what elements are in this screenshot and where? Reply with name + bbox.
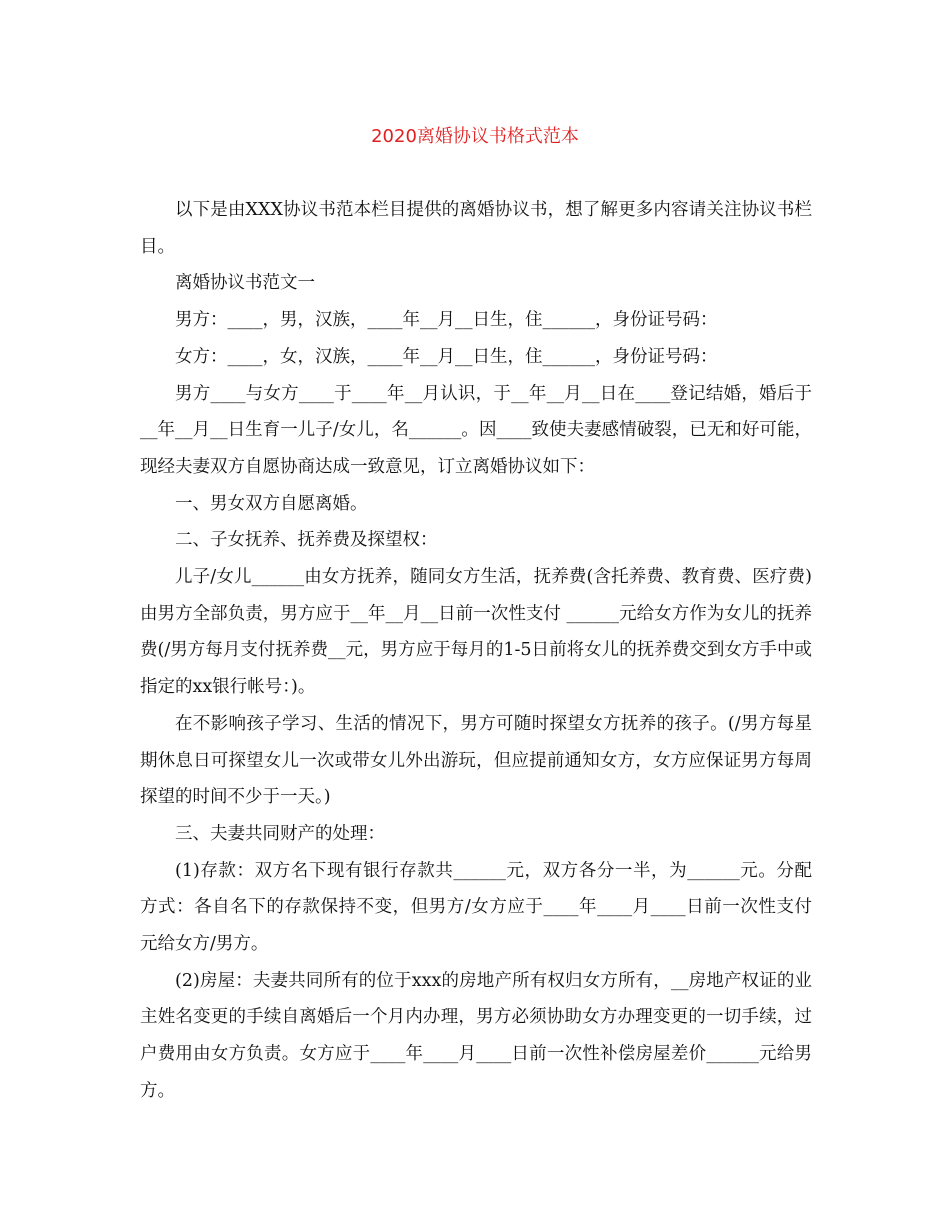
deposit-paragraph: (1)存款：双方名下现有银行存款共______元，双方各分一半，为______元。分配方式：各自名下的存款保持不变，但男方/女方应于____年____月____日前一次性支付 元给女方/男方。: [140, 860, 812, 955]
sample-heading: 离婚协议书范文一: [175, 273, 315, 294]
document-title: 2020离婚协议书格式范本: [371, 126, 579, 147]
marriage-background-paragraph: 男方____与女方____于____年__月认识，于__年__月__日在____登记结婚，婚后于__年__月__日生育一儿子/女儿，名______。因____致使夫妻感情破裂，已无和好可能，现经夫妻双方自愿协商达成一致意见，订立离婚协议如下：: [140, 383, 812, 477]
clause-one: 一、男女双方自愿离婚。: [175, 493, 368, 514]
house-paragraph: (2)房屋：夫妻共同所有的位于xxx的房地产所有权归女方所有，__房地产权证的业主姓名变更的手续自离婚后一个月内办理，男方必须协助女方办理变更的一切手续，过户费用由女方负责。女方应于____年____月____日前一次性补偿房屋差价______元给男方。: [140, 970, 812, 1101]
visitation-paragraph: 在不影响孩子学习、生活的情况下，男方可随时探望女方抚养的孩子。(/男方每星期休息日可探望女儿一次或带女儿外出游玩，但应提前通知女方，女方应保证男方每周探望的时间不少于一天。): [140, 713, 812, 808]
female-party-line: 女方：____，女，汉族，____年__月__日生，住______，身份证号码：: [175, 346, 718, 367]
intro-paragraph: 以下是由XXX协议书范本栏目提供的离婚协议书，想了解更多内容请关注协议书栏目。: [140, 200, 812, 257]
male-party-line: 男方：____，男，汉族，____年__月__日生，住______，身份证号码：: [175, 310, 718, 331]
document-body: [140, 192, 812, 1110]
clause-three-heading: 三、夫妻共同财产的处理：: [175, 823, 385, 844]
clause-two-heading: 二、子女抚养、抚养费及探望权：: [175, 530, 438, 551]
child-support-paragraph: 儿子/女儿______由女方抚养，随同女方生活，抚养费(含托养费、教育费、医疗费)由男方全部负责，男方应于__年__月__日前一次性支付 ______元给女方作为女儿的抚养费(/男方每月支付抚养费__元，男方应于每月的1-5日前将女儿的抚养费交到女方手中或指定的xx银行帐号：)。: [140, 567, 812, 698]
